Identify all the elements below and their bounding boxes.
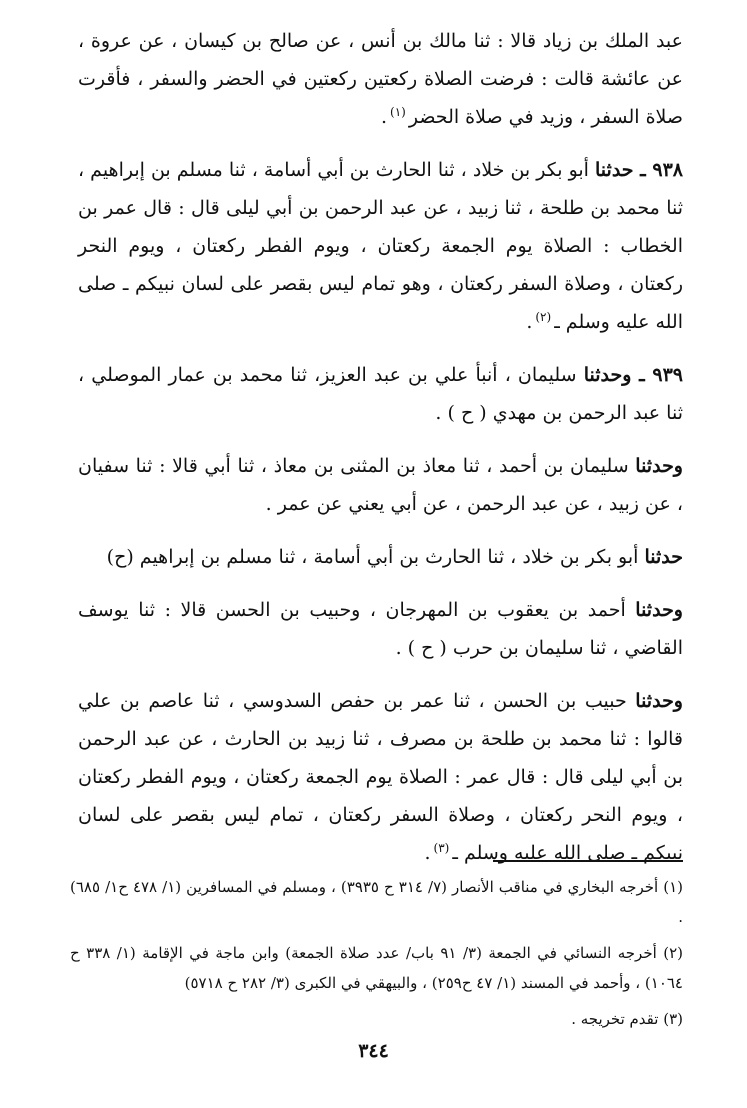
footnote-3: (٣) تقدم تخريجه . [571, 1010, 683, 1028]
footnote-ref: (٢) [535, 309, 552, 324]
paragraph-chain-2 [78, 538, 683, 576]
paragraph-text: سليمان بن أحمد ، ثنا معاذ بن المثنى بن معاذ ، ثنا أبي قالا : ثنا سفيان ، عن زبيد ، عن عبد الرحمن ، عن أبي يعني عن عمر . [78, 455, 683, 515]
paragraph-text: سليمان ، أنبأ علي بن عبد العزيز، ثنا محمد بن عمار الموصلي ، ثنا عبد الرحمن بن مهدي ( ح ) . [78, 364, 683, 424]
paragraph-lead: حدثنا [644, 546, 683, 568]
page-number: ٣٤٤ [358, 1040, 389, 1062]
paragraph-chain-3 [78, 591, 683, 667]
paragraph-hadith-938 [78, 151, 683, 341]
paragraph-lead: وحدثنا [635, 599, 683, 621]
footnote-ref: (١) [390, 104, 406, 119]
paragraph-lead: ٩٣٩ ـ وحدثنا [583, 364, 684, 386]
paragraph-end: . [424, 842, 431, 864]
paragraph-lead: وحدثنا [635, 455, 683, 477]
paragraph-continued-hadith [78, 22, 683, 136]
paragraph-chain-4 [78, 682, 683, 872]
paragraph-text: أبو بكر بن خلاد ، ثنا الحارث بن أبي أسامة ، ثنا مسلم بن إبراهيم (ح) [106, 546, 639, 568]
paragraph-end: . [380, 106, 388, 128]
footnote-ref: (٣) [433, 840, 450, 855]
paragraph-lead: وحدثنا [635, 690, 683, 712]
paragraph-text: عبد الملك بن زياد قالا : ثنا مالك بن أنس ، عن صالح بن كيسان ، عن عروة ، عن عائشة قالت : فرضت الصلاة ركعتين ركعتين في الحضر والسفر ، فأقرت صلاة السفر ، وزيد في صلاة الحضر [78, 30, 683, 128]
paragraph-text: أحمد بن يعقوب بن المهرجان ، وحبيب بن الحسن قالا : ثنا يوسف القاضي ، ثنا سليمان بن حرب ( ح ) . [78, 599, 683, 659]
footnote-2: (٢) أخرجه النسائي في الجمعة (٣/ ٩١ باب/ عدد صلاة الجمعة) وابن ماجة في الإقامة (١/ ٣٣٨ ح ١٠٦٤) ، وأحمد في المسند (١/ ٤٧ ح٢٥٩) ، والبيهقي في الكبرى (٣/ ٢٨٢ ح ٥٧١٨) [70, 944, 684, 992]
footnotes [70, 872, 683, 1040]
footnote-divider [493, 860, 683, 862]
paragraph-hadith-939 [78, 356, 683, 432]
paragraph-text: حبيب بن الحسن ، ثنا عمر بن حفص السدوسي ، ثنا عاصم بن علي قالوا : ثنا محمد بن طلحة بن مصرف ، ثنا زبيد بن الحارث ، عن عبد الرحمن بن أبي ليلى قال : قال عمر : الصلاة يوم الجمعة ركعتان ، ويوم الفطر ركعتان ، ويوم النحر ركعتان ، وصلاة السفر ركعتان ، تمام ليس بقصر على لسان نبيكم ـ صلى الله عليه وسلم ـ [78, 690, 683, 864]
main-text [78, 22, 683, 872]
paragraph-text: أبو بكر بن خلاد ، ثنا الحارث بن أبي أسامة ، ثنا مسلم بن إبراهيم ، ثنا محمد بن طلحة ، ثنا زبيد ، عن عبد الرحمن بن أبي ليلى قال : قال عمر بن الخطاب : الصلاة يوم الجمعة ركعتان ، ويوم الفطر ركعتان ، ويوم النحر ركعتان ، وصلاة السفر ركعتان ، وهو تمام ليس بقصر على لسان نبيكم ـ صلى الله عليه وسلم ـ [78, 159, 683, 333]
paragraph-chain-1 [78, 447, 683, 523]
paragraph-end: . [526, 311, 533, 333]
footnote-1: (١) أخرجه البخاري في مناقب الأنصار (٧/ ٣١٤ ح ٣٩٣٥) ، ومسلم في المسافرين (١/ ٤٧٨ ح١/ ٦٨٥) . [70, 878, 683, 926]
paragraph-lead: ٩٣٨ ـ حدثنا [595, 159, 683, 181]
